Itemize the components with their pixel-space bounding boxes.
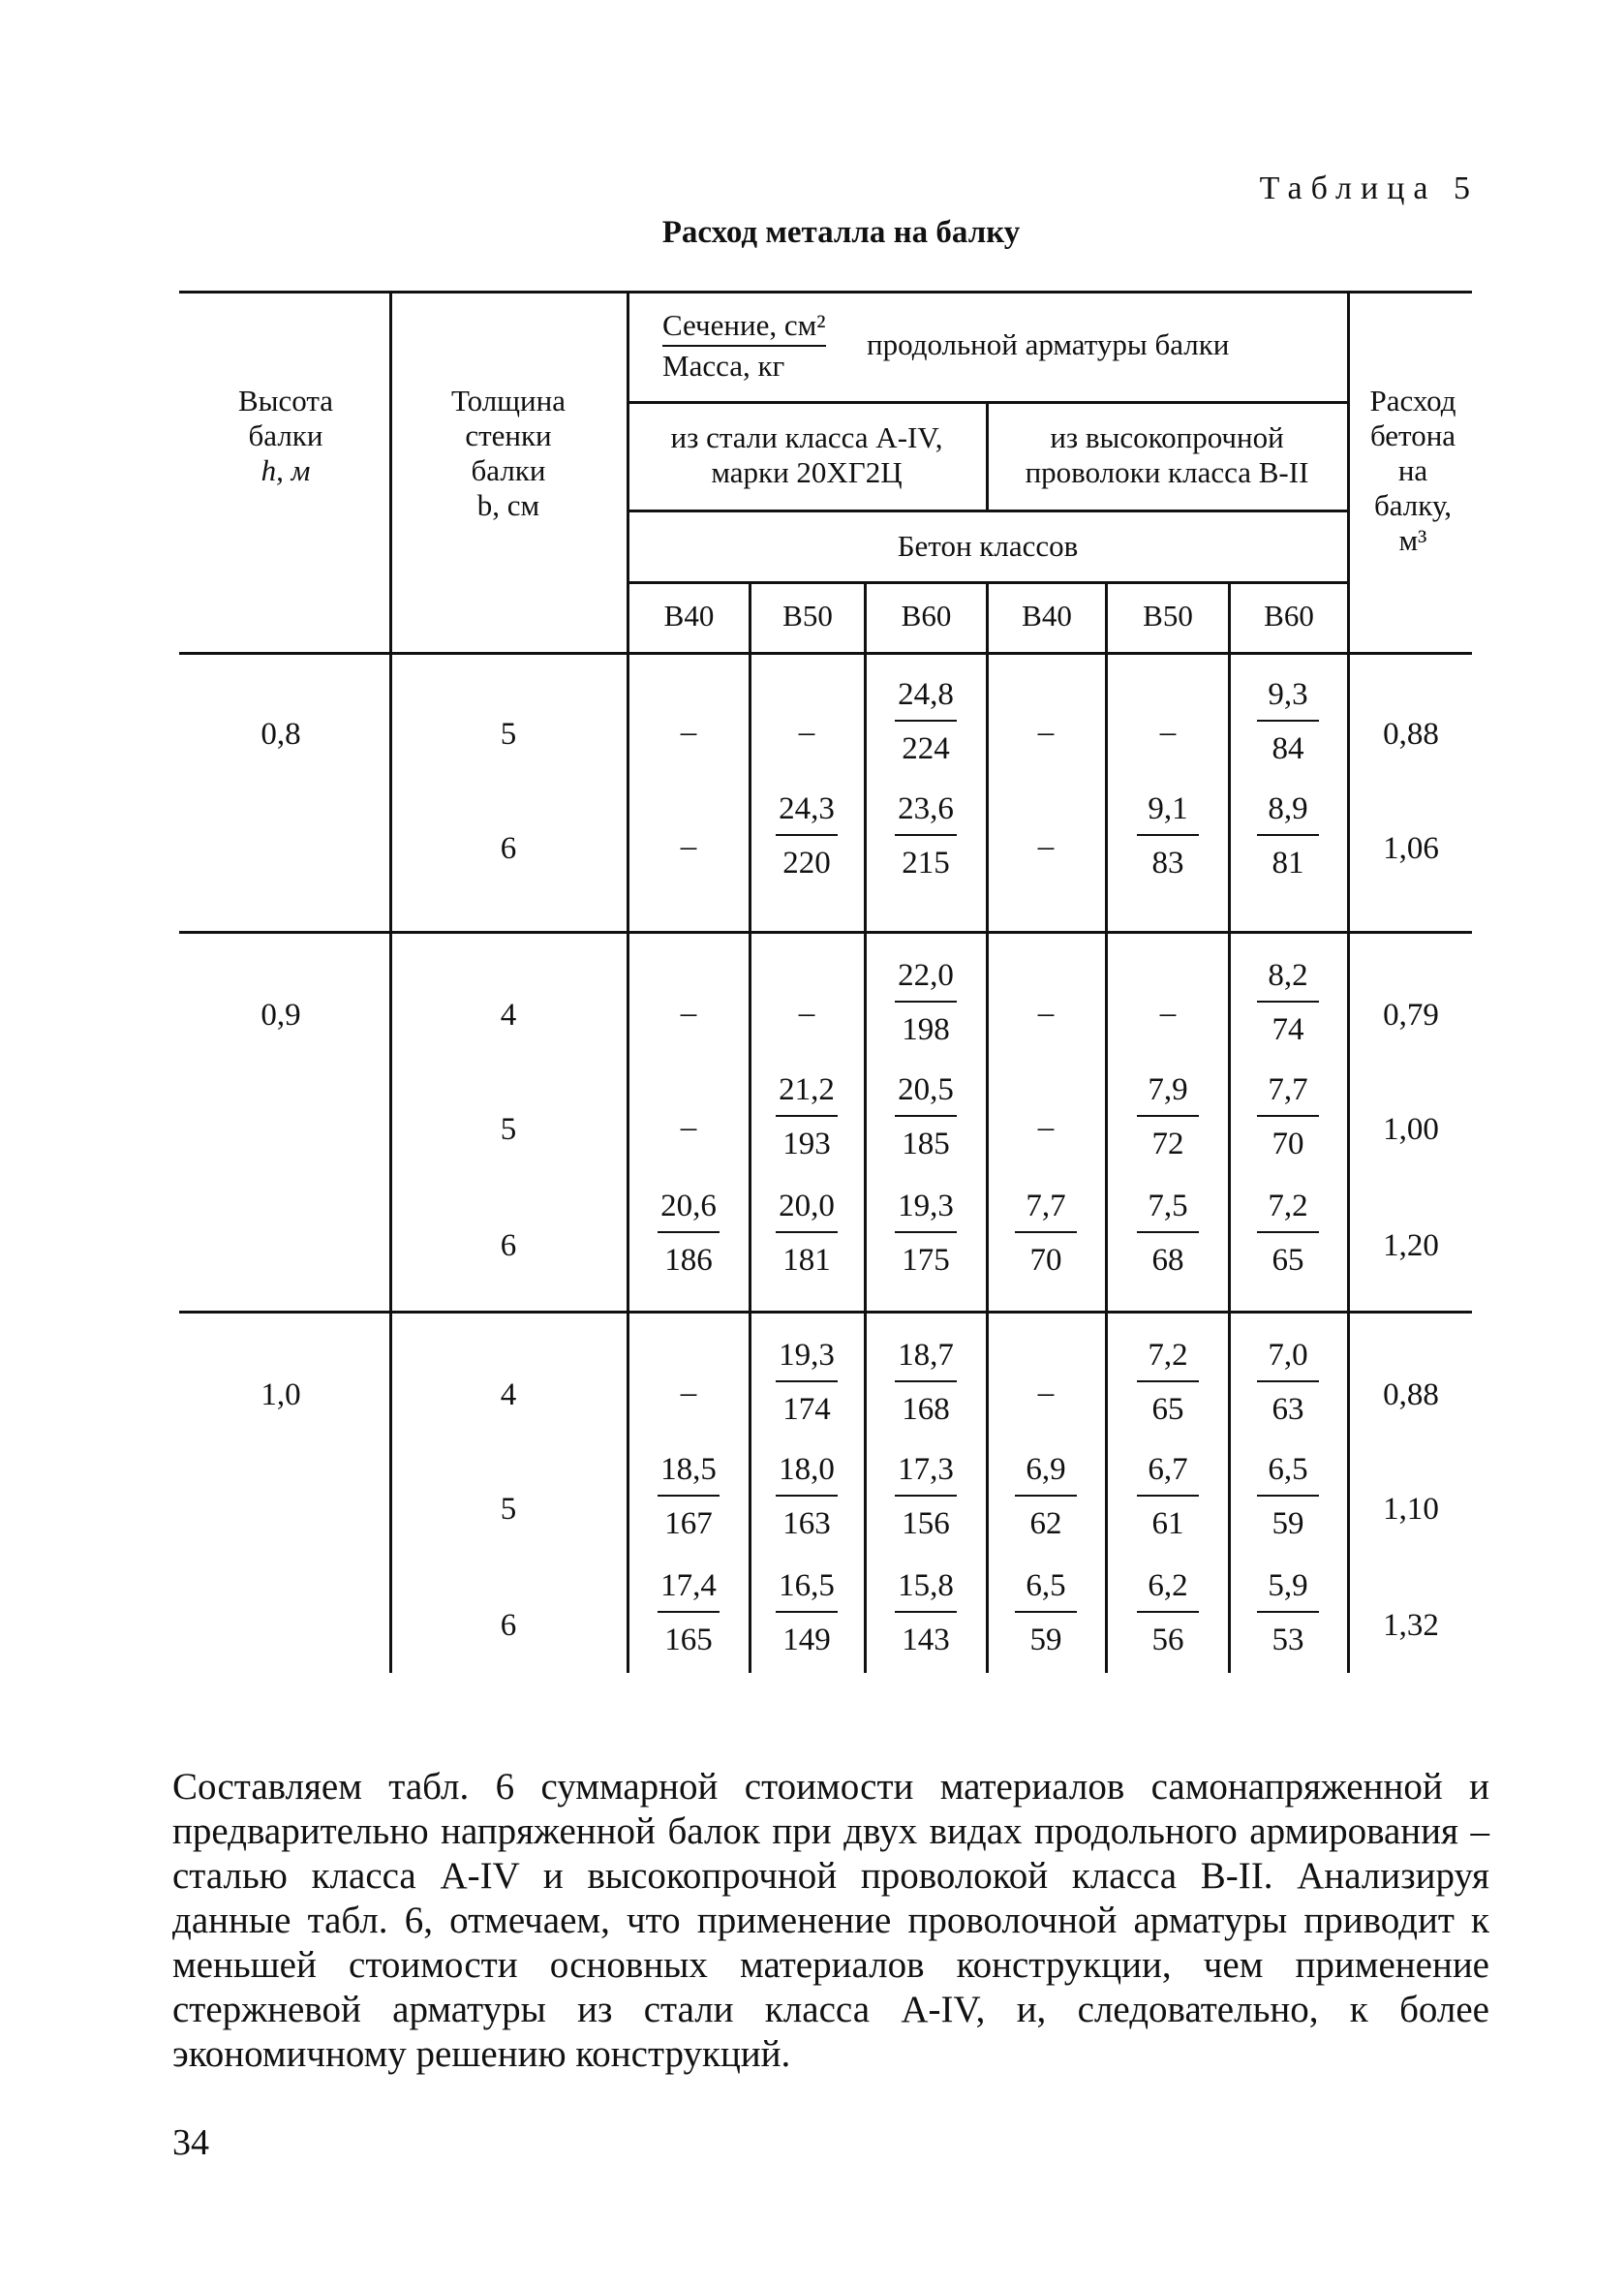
fraction-mass-value: 70 xyxy=(1029,1243,1062,1278)
fraction-bar xyxy=(895,834,957,836)
fraction-section-value: 7,7 xyxy=(1026,1189,1066,1223)
class-label: В50 xyxy=(782,599,833,633)
body-paragraph: Составляем табл. 6 суммарной стоимости материалов самонапряженной и предварительно напряженной балок при двух видах продольного армирования – сталью класса А-IV и высокопрочной проволокой класса В-II. Анализируя данные табл. 6, отмечаем, что применение проволочной арматуры приводит к меньшей стоимости основных материалов конструкции, чем применение стержневой арматуры из стали класса А-IV, и, следовательно, к более экономичному решению конструкций. xyxy=(172,1766,1489,2075)
empty-cell-dash: – xyxy=(1037,1110,1055,1145)
fraction-section-value: 6,7 xyxy=(1148,1452,1188,1487)
fraction-mass-value: 61 xyxy=(1151,1506,1184,1541)
class-label: В40 xyxy=(663,599,715,633)
fraction-section-value: 24,3 xyxy=(779,791,835,826)
fraction-cell xyxy=(885,791,966,881)
fraction-bar xyxy=(658,1231,720,1233)
header-wire xyxy=(989,420,1345,490)
fraction-section-value: 8,2 xyxy=(1268,958,1308,993)
fraction-section-value: 15,8 xyxy=(898,1568,954,1603)
fraction-bar xyxy=(1257,1231,1319,1233)
col-line-5b xyxy=(986,581,989,1673)
fraction-bar xyxy=(1137,1495,1199,1497)
fraction-bar xyxy=(1137,1380,1199,1382)
fraction-mass-value: 175 xyxy=(902,1243,950,1278)
fraction-mass-value: 181 xyxy=(782,1243,831,1278)
row-height-value: 0,9 xyxy=(260,998,301,1033)
header-fraction xyxy=(662,308,826,384)
empty-cell-dash: – xyxy=(1159,715,1177,750)
fraction-bar xyxy=(658,1495,720,1497)
fraction-section-value: 23,6 xyxy=(898,791,954,826)
fraction-section-value: 17,4 xyxy=(660,1568,717,1603)
empty-cell-dash: – xyxy=(680,1376,697,1410)
fraction-cell xyxy=(1247,791,1329,881)
fraction-mass-value: 165 xyxy=(664,1623,713,1657)
empty-cell-dash: – xyxy=(1037,996,1055,1031)
header-rule-types xyxy=(628,510,1347,512)
fraction-cell xyxy=(1127,1452,1209,1541)
header-fraction-top: Сечение, см² xyxy=(662,308,826,347)
fraction-mass-value: 215 xyxy=(902,846,950,881)
fraction-mass-value: 198 xyxy=(902,1012,950,1047)
fraction-mass-value: 186 xyxy=(664,1243,713,1278)
fraction-section-value: 9,3 xyxy=(1268,677,1308,712)
header-thickness-line-1: Толщина xyxy=(451,384,566,417)
fraction-cell xyxy=(885,1452,966,1541)
table-label: Таблица 5 xyxy=(1259,170,1479,206)
fraction-cell xyxy=(1247,1568,1329,1657)
fraction-section-value: 6,5 xyxy=(1268,1452,1308,1487)
fraction-section-value: 7,9 xyxy=(1148,1072,1188,1107)
fraction-cell xyxy=(766,1338,847,1427)
row-concrete-value: 1,20 xyxy=(1383,1228,1439,1263)
fraction-cell xyxy=(1005,1568,1087,1657)
row-concrete-value: 0,88 xyxy=(1383,1377,1439,1412)
page-number: 34 xyxy=(172,2122,209,2163)
header-concrete-use-line-5: м³ xyxy=(1398,523,1427,557)
header-bottom-rule xyxy=(179,652,1472,655)
header-thickness-line-4: b, см xyxy=(476,488,540,522)
fraction-bar xyxy=(1257,1495,1319,1497)
fraction-bar xyxy=(1257,1380,1319,1382)
fraction-cell xyxy=(648,1189,729,1278)
fraction-bar xyxy=(1015,1495,1077,1497)
group-rule-2 xyxy=(179,1311,1472,1314)
fraction-section-value: 7,2 xyxy=(1268,1189,1308,1223)
fraction-section-value: 24,8 xyxy=(898,677,954,712)
fraction-section-value: 18,0 xyxy=(779,1452,835,1487)
fraction-bar xyxy=(895,1001,957,1003)
row-thickness-value: 4 xyxy=(500,998,517,1033)
fraction-cell xyxy=(1005,1189,1087,1278)
fraction-cell xyxy=(1127,791,1209,881)
table-caption: Расход металла на балку xyxy=(661,215,1021,250)
class-label: В60 xyxy=(1264,599,1314,633)
row-thickness-value: 5 xyxy=(500,1112,517,1147)
fraction-cell xyxy=(885,677,966,766)
fraction-section-value: 17,3 xyxy=(898,1452,954,1487)
fraction-section-value: 20,6 xyxy=(660,1189,717,1223)
header-height xyxy=(189,384,383,488)
empty-cell-dash: – xyxy=(1159,996,1177,1031)
fraction-cell xyxy=(766,1072,847,1161)
fraction-mass-value: 149 xyxy=(782,1623,831,1657)
fraction-section-value: 19,3 xyxy=(898,1189,954,1223)
header-thickness xyxy=(397,384,620,523)
row-concrete-value: 1,06 xyxy=(1383,831,1439,866)
row-concrete-value: 0,88 xyxy=(1383,717,1439,752)
fraction-section-value: 22,0 xyxy=(898,958,954,993)
fraction-cell xyxy=(1247,1072,1329,1161)
row-thickness-value: 5 xyxy=(500,1492,517,1527)
fraction-mass-value: 59 xyxy=(1272,1506,1304,1541)
fraction-section-value: 7,2 xyxy=(1148,1338,1188,1373)
fraction-bar xyxy=(1257,1611,1319,1613)
fraction-mass-value: 62 xyxy=(1029,1506,1062,1541)
row-concrete-value: 1,32 xyxy=(1383,1608,1439,1643)
fraction-mass-value: 65 xyxy=(1151,1392,1184,1427)
fraction-mass-value: 193 xyxy=(782,1127,831,1161)
col-line-3 xyxy=(749,581,751,1673)
fraction-mass-value: 74 xyxy=(1272,1012,1304,1047)
fraction-bar xyxy=(895,1231,957,1233)
fraction-cell xyxy=(648,1568,729,1657)
fraction-cell xyxy=(1247,1338,1329,1427)
fraction-cell xyxy=(1247,958,1329,1047)
fraction-mass-value: 224 xyxy=(902,731,950,766)
fraction-cell xyxy=(885,1338,966,1427)
empty-cell-dash: – xyxy=(680,996,697,1031)
class-label: В50 xyxy=(1143,599,1193,633)
fraction-bar xyxy=(776,1380,838,1382)
fraction-section-value: 20,5 xyxy=(898,1072,954,1107)
header-concrete-use-line-1: Расход xyxy=(1369,384,1456,417)
fraction-mass-value: 143 xyxy=(902,1623,950,1657)
fraction-cell xyxy=(1247,1452,1329,1541)
fraction-bar xyxy=(1015,1611,1077,1613)
fraction-bar xyxy=(1137,1115,1199,1117)
fraction-mass-value: 81 xyxy=(1272,846,1304,881)
fraction-cell xyxy=(885,1568,966,1657)
empty-cell-dash: – xyxy=(680,1110,697,1145)
row-concrete-value: 1,00 xyxy=(1383,1112,1439,1147)
class-label: В60 xyxy=(901,599,952,633)
header-concrete-classes: Бетон классов xyxy=(897,529,1079,563)
header-height-line-3: h, м xyxy=(260,453,311,487)
empty-cell-dash: – xyxy=(680,715,697,750)
fraction-bar xyxy=(895,720,957,722)
fraction-bar xyxy=(776,1231,838,1233)
class-label: В40 xyxy=(1022,599,1072,633)
header-steel-line-2: марки 20ХГ2Ц xyxy=(711,455,903,489)
fraction-section-value: 21,2 xyxy=(779,1072,835,1107)
header-wire-line-1: из высокопрочной xyxy=(1050,420,1284,454)
col-line-6 xyxy=(1105,581,1108,1673)
fraction-section-value: 7,7 xyxy=(1268,1072,1308,1107)
fraction-mass-value: 83 xyxy=(1151,846,1184,881)
row-thickness-value: 6 xyxy=(500,1228,517,1263)
fraction-cell xyxy=(1127,1338,1209,1427)
fraction-mass-value: 68 xyxy=(1151,1243,1184,1278)
fraction-section-value: 20,0 xyxy=(779,1189,835,1223)
fraction-cell xyxy=(1127,1189,1209,1278)
fraction-mass-value: 63 xyxy=(1272,1392,1304,1427)
row-height-value: 1,0 xyxy=(260,1377,301,1412)
fraction-section-value: 18,5 xyxy=(660,1452,717,1487)
fraction-bar xyxy=(895,1611,957,1613)
fraction-bar xyxy=(776,1495,838,1497)
fraction-mass-value: 84 xyxy=(1272,731,1304,766)
fraction-cell xyxy=(885,958,966,1047)
fraction-cell xyxy=(1005,1452,1087,1541)
fraction-section-value: 6,9 xyxy=(1026,1452,1066,1487)
fraction-cell xyxy=(766,1452,847,1541)
fraction-cell xyxy=(648,1452,729,1541)
row-thickness-value: 5 xyxy=(500,717,517,752)
empty-cell-dash: – xyxy=(1037,715,1055,750)
fraction-section-value: 7,5 xyxy=(1148,1189,1188,1223)
header-concrete-use-line-2: бетона xyxy=(1369,418,1456,452)
fraction-bar xyxy=(776,1611,838,1613)
header-concrete-use xyxy=(1350,384,1476,558)
header-thickness-line-3: балки xyxy=(471,453,546,487)
empty-cell-dash: – xyxy=(798,715,815,750)
header-height-line-1: Высота xyxy=(237,384,334,417)
row-thickness-value: 6 xyxy=(500,1608,517,1643)
header-concrete-use-line-3: на xyxy=(1397,453,1428,487)
fraction-bar xyxy=(658,1611,720,1613)
fraction-mass-value: 70 xyxy=(1272,1127,1304,1161)
fraction-bar xyxy=(1257,1115,1319,1117)
row-height-value: 0,8 xyxy=(260,717,301,752)
fraction-mass-value: 65 xyxy=(1272,1243,1304,1278)
fraction-bar xyxy=(776,1115,838,1117)
header-steel xyxy=(629,420,984,490)
fraction-mass-value: 167 xyxy=(664,1506,713,1541)
fraction-bar xyxy=(895,1380,957,1382)
fraction-section-value: 19,3 xyxy=(779,1338,835,1373)
group-rule-1 xyxy=(179,931,1472,934)
fraction-cell xyxy=(1247,677,1329,766)
col-line-7 xyxy=(1228,581,1231,1673)
fraction-section-value: 8,9 xyxy=(1268,791,1308,826)
fraction-cell xyxy=(1127,1072,1209,1161)
fraction-section-value: 6,5 xyxy=(1026,1568,1066,1603)
fraction-bar xyxy=(1137,1611,1199,1613)
row-thickness-value: 6 xyxy=(500,831,517,866)
fraction-mass-value: 56 xyxy=(1151,1623,1184,1657)
fraction-mass-value: 220 xyxy=(782,846,831,881)
col-line-2 xyxy=(627,291,629,1673)
col-line-1 xyxy=(389,291,392,1673)
fraction-mass-value: 185 xyxy=(902,1127,950,1161)
fraction-mass-value: 59 xyxy=(1029,1623,1062,1657)
fraction-cell xyxy=(885,1189,966,1278)
header-concrete-use-line-4: балку, xyxy=(1373,488,1453,522)
fraction-bar xyxy=(1137,1231,1199,1233)
row-concrete-value: 1,10 xyxy=(1383,1492,1439,1527)
row-thickness-value: 4 xyxy=(500,1377,517,1412)
fraction-section-value: 16,5 xyxy=(779,1568,835,1603)
header-steel-line-1: из стали класса А-IV, xyxy=(670,420,943,454)
empty-cell-dash: – xyxy=(1037,1376,1055,1410)
fraction-bar xyxy=(1257,720,1319,722)
header-thickness-line-2: стенки xyxy=(465,418,552,452)
header-wire-line-2: проволоки класса В-II xyxy=(1025,455,1309,489)
fraction-section-value: 18,7 xyxy=(898,1338,954,1373)
fraction-bar xyxy=(776,834,838,836)
fraction-mass-value: 174 xyxy=(782,1392,831,1427)
fraction-cell xyxy=(885,1072,966,1161)
fraction-cell xyxy=(766,1568,847,1657)
fraction-cell xyxy=(766,791,847,881)
fraction-section-value: 6,2 xyxy=(1148,1568,1188,1603)
empty-cell-dash: – xyxy=(680,829,697,864)
fraction-mass-value: 168 xyxy=(902,1392,950,1427)
col-line-4 xyxy=(864,581,867,1673)
header-fraction-suffix: продольной арматуры балки xyxy=(867,327,1230,361)
fraction-bar xyxy=(895,1115,957,1117)
fraction-cell xyxy=(1247,1189,1329,1278)
fraction-section-value: 7,0 xyxy=(1268,1338,1308,1373)
empty-cell-dash: – xyxy=(798,996,815,1031)
fraction-mass-value: 72 xyxy=(1151,1127,1184,1161)
header-fraction-bottom: Масса, кг xyxy=(662,349,785,383)
row-concrete-value: 0,79 xyxy=(1383,998,1439,1033)
fraction-bar xyxy=(1257,834,1319,836)
fraction-bar xyxy=(1257,1001,1319,1003)
fraction-section-value: 5,9 xyxy=(1268,1568,1308,1603)
fraction-cell xyxy=(766,1189,847,1278)
fraction-mass-value: 53 xyxy=(1272,1623,1304,1657)
fraction-bar xyxy=(1015,1231,1077,1233)
fraction-bar xyxy=(895,1495,957,1497)
header-height-line-2: балки xyxy=(248,418,323,452)
fraction-mass-value: 163 xyxy=(782,1506,831,1541)
fraction-cell xyxy=(1127,1568,1209,1657)
fraction-bar xyxy=(1137,834,1199,836)
fraction-section-value: 9,1 xyxy=(1148,791,1188,826)
fraction-mass-value: 156 xyxy=(902,1506,950,1541)
table-top-rule xyxy=(179,291,1472,294)
empty-cell-dash: – xyxy=(1037,829,1055,864)
